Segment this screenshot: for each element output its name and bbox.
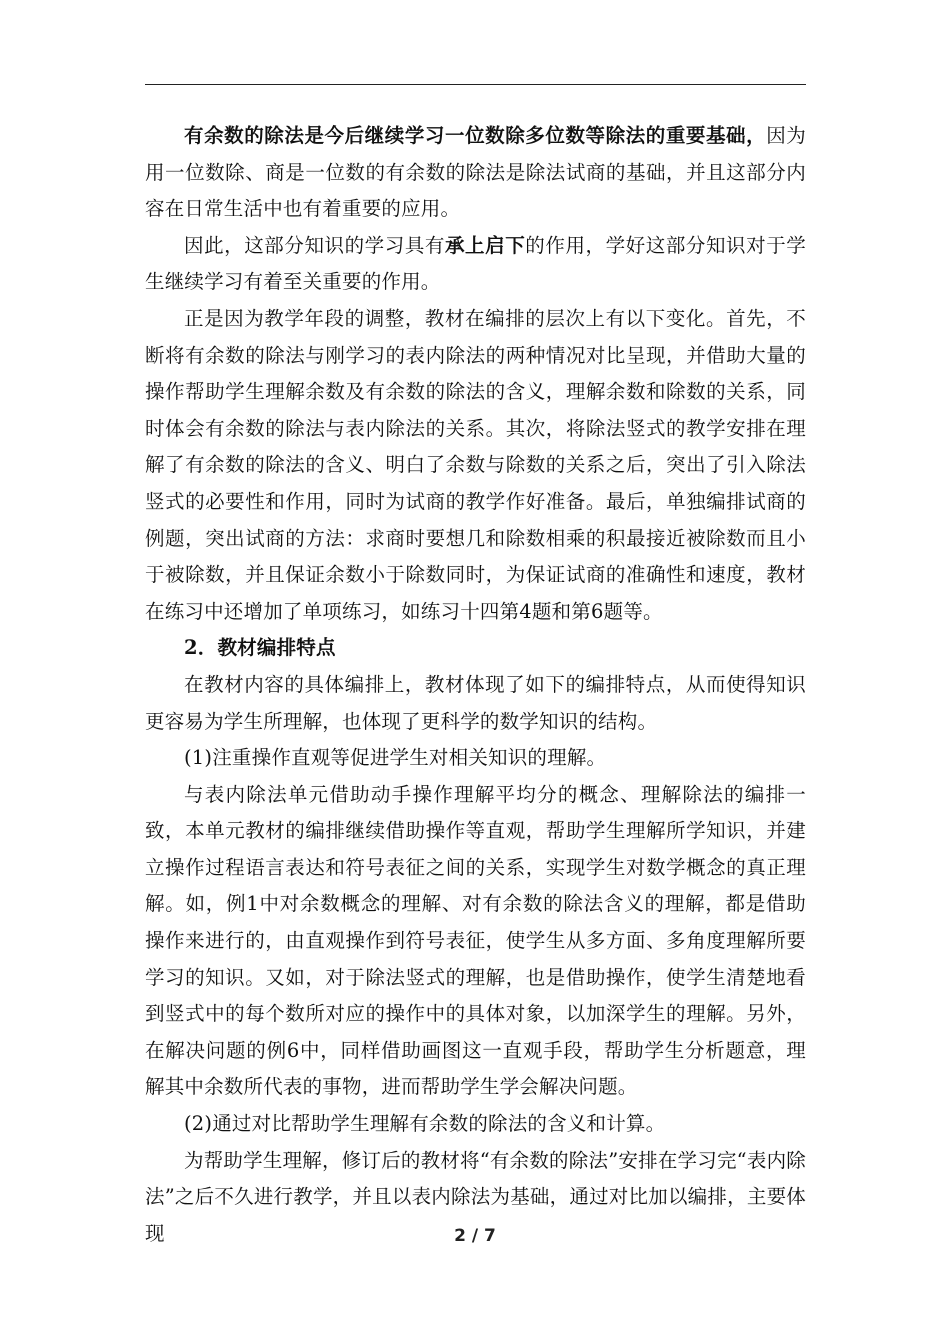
page-number: 2 / 7 (454, 1226, 496, 1246)
paragraph-1 (145, 118, 806, 228)
paragraph-3: 正是因为教学年段的调整，教材在编排的层次上有以下变化。首先，不断将有余数的除法与刚学习的表内除法的两种情况对比呈现，并借助大量的操作帮助学生理解余数及有余数的除法的含义，理解余数和除数的关系，同时体会有余数的除法与表内除法的关系。其次，将除法竖式的教学安排在理解了有余数的除法的含义、明白了余数与除数的关系之后，突出了引入除法竖式的必要性和作用，同时为试商的教学作好准备。最后，单独编排试商的例题，突出试商的方法：求商时要想几和除数相乘的积最接近被除数而且小于被除数，并且保证余数小于除数同时，为保证试商的准确性和速度，教材在练习中还增加了单项练习，如练习十四第4题和第6题等。 (145, 306, 806, 623)
paragraph-6: 为帮助学生理解，修订后的教材将“有余数的除法”安排在学习完“表内除法”之后不久进行教学，并且以表内除法为基础，通过对比加以编排，主要体现 (145, 1148, 806, 1245)
bold-phrase: 承上启下 (444, 233, 526, 257)
sub-heading-2: (2)通过对比帮助学生理解有余数的除法的含义和计算。 (184, 1112, 666, 1136)
section-heading: 2．教材编排特点 (184, 636, 336, 660)
paragraph-2 (145, 228, 806, 301)
paragraph-4: 在教材内容的具体编排上，教材体现了如下的编排特点，从而使得知识更容易为学生所理解，也体现了更科学的数学知识的结构。 (145, 672, 806, 733)
page-body (145, 118, 806, 1252)
paragraph-text: 因为用一位数除、商是一位数的有余数的除法是除法试商的基础，并且这部分内容在日常生活中也有着重要的应用。 (145, 124, 806, 221)
header-rule (145, 84, 806, 85)
paragraph-text-pre: 因此，这部分知识的学习具有 (184, 233, 445, 257)
paragraph-text: 的作用，学好这部分知识对于学生继续学习有着至关重要的作用。 (145, 233, 806, 294)
paragraph-5: 与表内除法单元借助动手操作理解平均分的概念、理解除法的编排一致，本单元教材的编排继续借助操作等直观，帮助学生理解所学知识，并建立操作过程语言表达和符号表征之间的关系，实现学生对数学概念的真正理解。如，例1中对余数概念的理解、对有余数的除法含义的理解，都是借助操作来进行的，由直观操作到符号表征，使学生从多方面、多角度理解所要学习的知识。又如，对于除法竖式的理解，也是借助操作，使学生清楚地看到竖式中的每个数所对应的操作中的具体对象，以加深学生的理解。另外，在解决问题的例6中，同样借助画图这一直观手段，帮助学生分析题意，理解其中余数所代表的事物，进而帮助学生学会解决问题。 (145, 782, 806, 1099)
sub-heading-1: (1)注重操作直观等促进学生对相关知识的理解。 (184, 746, 607, 770)
bold-lead: 有余数的除法是今后继续学习一位数除多位数等除法的重要基础， (184, 124, 767, 147)
